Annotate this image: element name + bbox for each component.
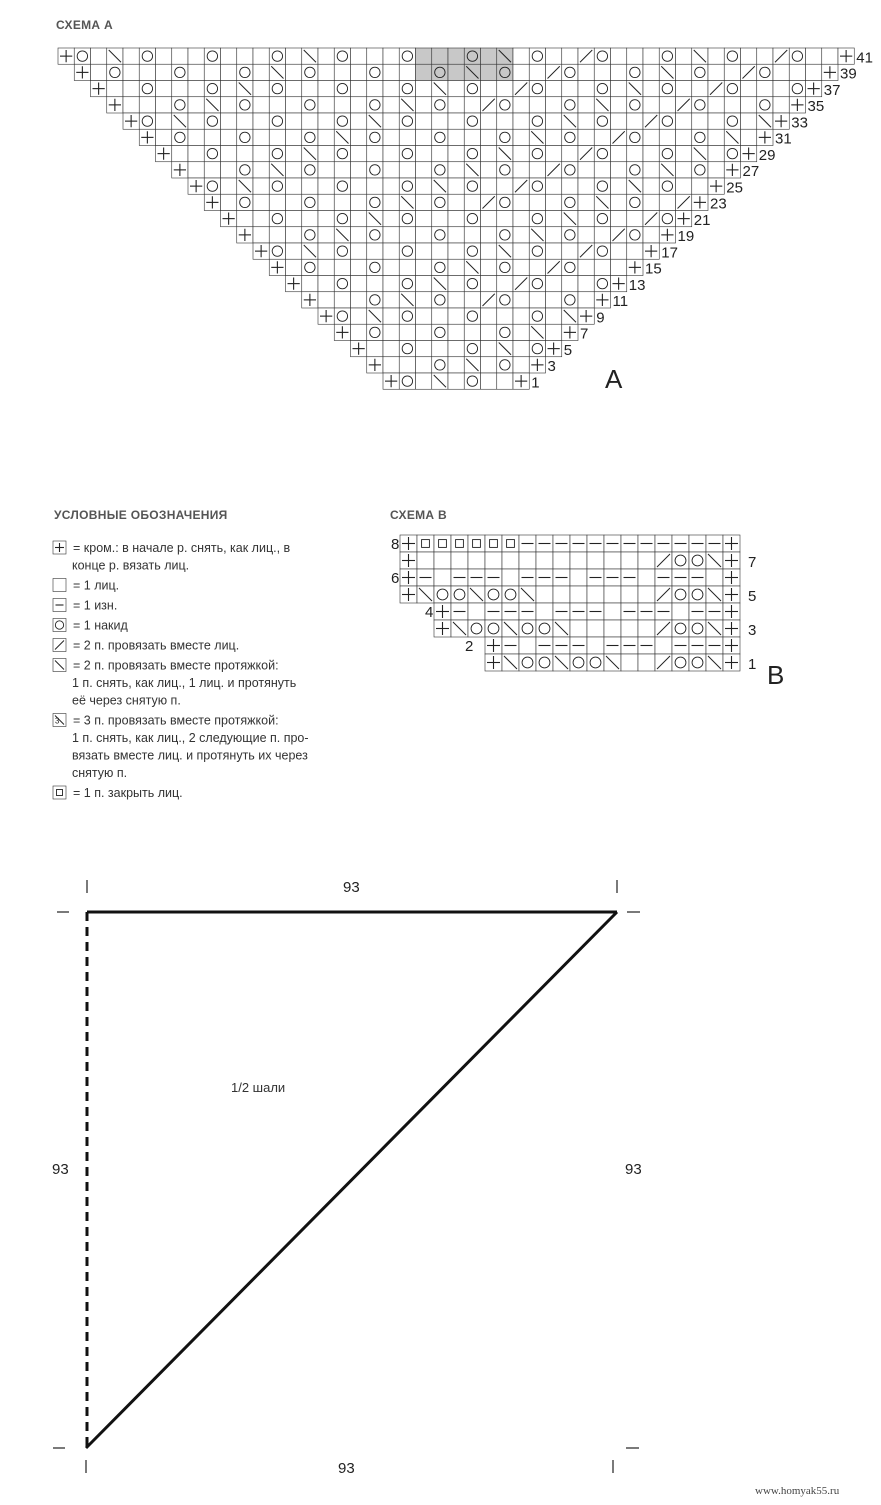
chart-a-row-number: 39 xyxy=(840,65,857,83)
legend-text-line: = 3 п. провязать вместе протяжкой: xyxy=(73,713,279,728)
chart-a-row xyxy=(58,48,854,64)
scheme-b-title: СХЕМА В xyxy=(390,508,447,522)
legend-text-line: 1 п. снять, как лиц., 1 лиц. и протянуть xyxy=(72,676,297,690)
chart-a-row-number: 35 xyxy=(807,98,825,115)
chart-a-row xyxy=(367,357,546,373)
shape-diagonal-edge xyxy=(86,912,617,1448)
chart-b-row-number: 6 xyxy=(391,570,400,587)
chart-a-row xyxy=(74,64,838,80)
yarnover-symbol-icon xyxy=(53,619,66,632)
chart-b-row xyxy=(485,654,740,671)
legend-text-line: её через снятую п. xyxy=(72,693,181,708)
legend-text-line: снятую п. xyxy=(72,766,128,780)
chart-a-row-number: 41 xyxy=(856,49,873,67)
chart-a-row-number: 31 xyxy=(775,130,792,148)
legend-text-line: = 1 накид xyxy=(73,618,128,633)
knit-symbol-icon xyxy=(53,579,66,592)
chart-a-row-number: 19 xyxy=(677,228,695,245)
edge-symbol-icon xyxy=(53,541,66,554)
scheme-b-letter: B xyxy=(767,660,785,690)
bottom-dimension-label: 93 xyxy=(338,1460,355,1477)
chart-a-row xyxy=(302,292,611,308)
chart-a-row xyxy=(139,129,773,145)
chart-b-row-number: 8 xyxy=(391,536,400,553)
chart-a-row-number: 21 xyxy=(693,211,711,229)
chart-a-row-number: 23 xyxy=(710,195,727,213)
chart-b-row-number: 2 xyxy=(465,638,474,655)
chart-b-row-number: 5 xyxy=(748,588,757,605)
chart-a-row xyxy=(204,194,708,210)
chart-a-row xyxy=(318,308,594,324)
chart-a-row xyxy=(383,373,529,389)
legend-text-line: = 1 лиц. xyxy=(73,578,120,593)
legend-item-bindoff xyxy=(53,786,183,800)
scheme-a-letter: A xyxy=(605,364,623,394)
chart-a-row-number: 27 xyxy=(742,163,760,180)
legend-text-line: = 2 п. провязать вместе протяжкой: xyxy=(73,658,279,673)
chart-a-row-number: 3 xyxy=(547,358,556,375)
chart-a-row-number: 5 xyxy=(563,341,573,359)
chart-a-row xyxy=(188,178,724,194)
legend-text-line: 1 п. снять, как лиц., 2 следующие п. про- xyxy=(72,731,309,745)
legend-item-k2tog xyxy=(53,639,239,653)
chart-b-row xyxy=(400,569,740,586)
chart-a-row-number: 9 xyxy=(596,309,605,327)
legend-text-line: = кром.: в начале р. снять, как лиц., в xyxy=(73,541,291,555)
legend-title: УСЛОВНЫЕ ОБОЗНАЧЕНИЯ xyxy=(54,508,228,522)
chart-a-row-number: 1 xyxy=(531,374,540,392)
chart-a-row-number: 13 xyxy=(628,276,646,294)
chart-a-row xyxy=(334,324,578,340)
legend-item-knit xyxy=(53,579,119,593)
legend-text-line: конце р. вязать лиц. xyxy=(72,558,190,573)
chart-a-row xyxy=(172,162,741,178)
sk2p-symbol-icon xyxy=(53,714,66,727)
watermark: www.homyak55.ru xyxy=(755,1485,840,1497)
legend-item-yarnover xyxy=(53,619,129,633)
legend-text-line: = 1 п. закрыть лиц. xyxy=(73,786,183,800)
scheme-a-chart xyxy=(58,48,873,391)
chart-b-row xyxy=(400,586,740,603)
k2tog-symbol-icon xyxy=(53,639,66,652)
legend-item-purl xyxy=(53,599,117,613)
chart-b-row xyxy=(434,603,740,620)
chart-a-row-number: 15 xyxy=(645,260,662,278)
ssk-symbol-icon xyxy=(53,659,66,672)
chart-a-row-number: 7 xyxy=(580,325,589,343)
chart-b-row-number: 4 xyxy=(425,604,434,621)
chart-a-row-number: 29 xyxy=(758,146,776,164)
chart-a-row-number: 33 xyxy=(791,114,808,132)
chart-b-row xyxy=(400,552,740,569)
legend-list xyxy=(53,541,309,800)
shawl-shape-diagram xyxy=(52,879,642,1477)
chart-a-row xyxy=(351,341,562,357)
left-dimension-label: 93 xyxy=(52,1161,69,1178)
legend-item-ssk xyxy=(53,659,296,708)
chart-b-row xyxy=(434,620,740,637)
legend-item-edge xyxy=(53,541,291,573)
chart-b-row xyxy=(400,535,740,552)
legend-text-line: = 1 изн. xyxy=(73,598,118,613)
chart-a-row-number: 11 xyxy=(612,293,629,310)
chart-a-row xyxy=(91,81,822,97)
svg-text:3: 3 xyxy=(55,716,60,726)
bindoff-symbol-icon xyxy=(53,786,66,799)
chart-a-row-number: 17 xyxy=(661,244,678,262)
chart-a-row xyxy=(269,259,643,275)
chart-a-row-number: 37 xyxy=(823,81,841,99)
chart-a-row xyxy=(123,113,789,129)
purl-symbol-icon xyxy=(53,599,66,612)
legend-text-line: = 2 п. провязать вместе лиц. xyxy=(73,638,240,653)
chart-a-row xyxy=(286,276,627,292)
chart-b-row-number: 3 xyxy=(748,622,757,639)
chart-a-row xyxy=(107,97,806,113)
chart-b-row-number: 7 xyxy=(748,554,757,571)
right-dimension-label: 93 xyxy=(625,1161,642,1178)
legend-item-sk2p xyxy=(53,714,309,781)
chart-b-row xyxy=(485,637,740,654)
half-shawl-label: 1/2 шали xyxy=(231,1080,286,1095)
top-dimension-label: 93 xyxy=(343,879,360,896)
chart-a-row-number: 25 xyxy=(726,179,743,197)
chart-a-row xyxy=(253,243,659,259)
chart-b-row-number: 1 xyxy=(748,656,757,673)
chart-a-row xyxy=(237,227,676,243)
legend-text-line: вязать вместе лиц. и протянуть их через xyxy=(72,748,308,763)
chart-a-row xyxy=(221,211,692,227)
chart-a-row xyxy=(156,146,757,162)
scheme-a-title: СХЕМА А xyxy=(56,18,113,32)
scheme-b-chart xyxy=(391,535,756,673)
